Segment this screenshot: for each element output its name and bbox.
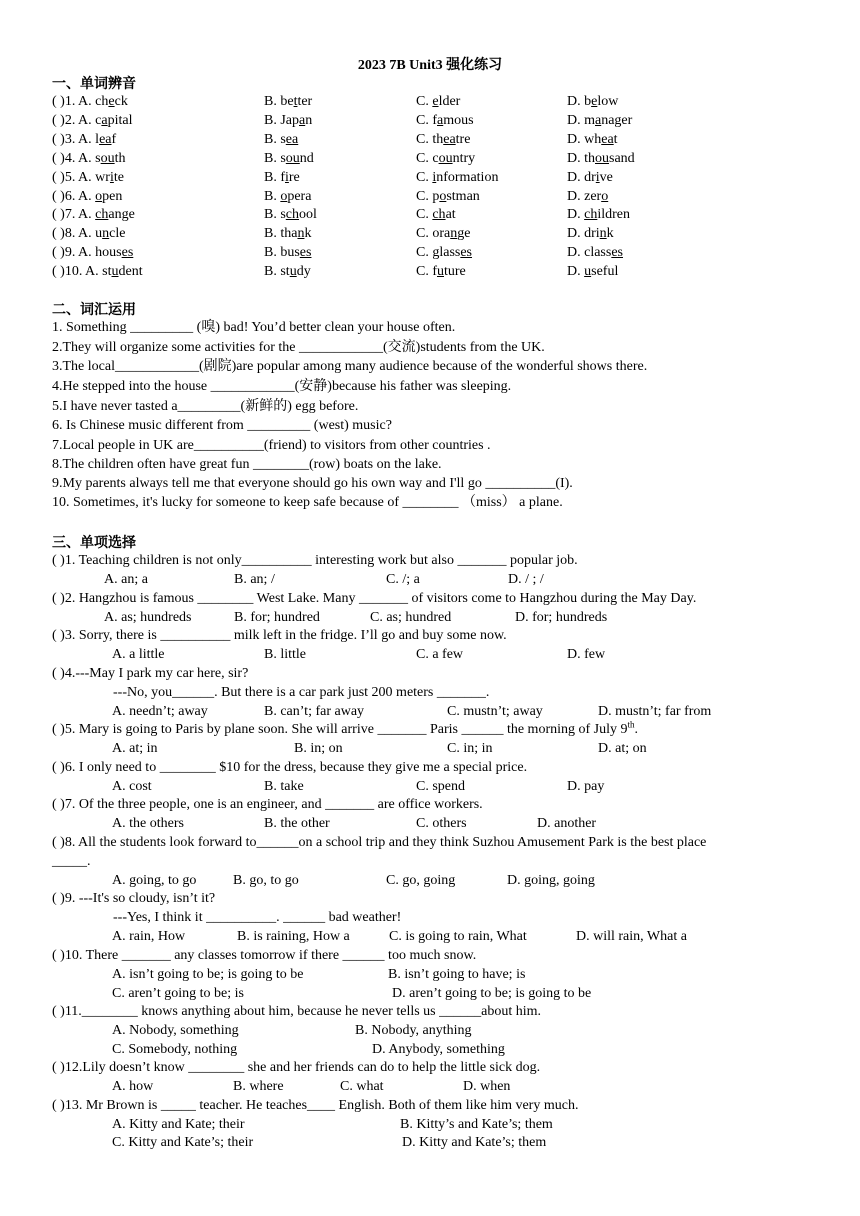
word-option: B. sound bbox=[264, 151, 314, 166]
vocab-question: 9.My parents always tell me that everyone should go his own way and I'll go __________(I). bbox=[52, 476, 573, 491]
word-option: C. elder bbox=[416, 94, 461, 109]
option: A. going, to go bbox=[112, 873, 197, 888]
option: B. for; hundred bbox=[234, 610, 320, 625]
option: B. can’t; far away bbox=[264, 704, 365, 719]
option: C. spend bbox=[416, 779, 465, 794]
option: B. Nobody, anything bbox=[355, 1023, 472, 1038]
option: A. needn’t; away bbox=[112, 704, 208, 719]
page-title: 2023 7B Unit3 强化练习 bbox=[357, 58, 503, 73]
word-option: D. drive bbox=[567, 170, 613, 185]
question-8-cont: _____. bbox=[52, 854, 91, 869]
option: D. will rain, What a bbox=[576, 929, 687, 944]
vocab-question: 8.The children often have great fun ________(row) boats on the lake. bbox=[52, 457, 442, 472]
question-6: ( )6. I only need to ________ $10 for the dress, because they give me a special price. bbox=[52, 760, 528, 775]
question-8: ( )8. All the students look forward to______on a school trip and they think Suzhou Amusement Park is the best place bbox=[52, 835, 707, 850]
word-option: ( )3. A. leaf bbox=[52, 132, 117, 147]
option: C. what bbox=[340, 1079, 384, 1094]
word-option: D. drink bbox=[567, 226, 614, 241]
option: A. Nobody, something bbox=[112, 1023, 239, 1038]
word-option: C. future bbox=[416, 264, 466, 279]
option: A. a little bbox=[112, 647, 165, 662]
option: D. aren’t going to be; is going to be bbox=[392, 986, 592, 1001]
option: C. in; in bbox=[447, 741, 493, 756]
word-option: ( )1. A. check bbox=[52, 94, 128, 109]
option: A. an; a bbox=[104, 572, 148, 587]
option: A. at; in bbox=[112, 741, 158, 756]
option: D. when bbox=[463, 1079, 511, 1094]
option: B. little bbox=[264, 647, 306, 662]
option: C. Kitty and Kate’s; their bbox=[112, 1135, 254, 1150]
word-option: C. information bbox=[416, 170, 499, 185]
vocab-question: 6. Is Chinese music different from _________ (west) music? bbox=[52, 418, 392, 433]
word-option: B. opera bbox=[264, 189, 312, 204]
option: A. the others bbox=[112, 816, 184, 831]
option: A. rain, How bbox=[112, 929, 186, 944]
option: B. in; on bbox=[294, 741, 343, 756]
word-option: B. sea bbox=[264, 132, 299, 147]
option: D. few bbox=[567, 647, 606, 662]
option: B. the other bbox=[264, 816, 330, 831]
word-option: ( )7. A. change bbox=[52, 207, 135, 222]
question-2: ( )2. Hangzhou is famous ________ West Lake. Many _______ of visitors come to Hangzhou during the May Day. bbox=[52, 591, 697, 606]
option: D. another bbox=[537, 816, 597, 831]
question-9: ( )9. ---It's so cloudy, isn’t it? bbox=[52, 891, 216, 906]
option: C. as; hundred bbox=[370, 610, 452, 625]
word-option: B. school bbox=[264, 207, 317, 222]
option: D. going, going bbox=[507, 873, 595, 888]
word-option: C. country bbox=[416, 151, 476, 166]
word-option: ( )8. A. uncle bbox=[52, 226, 126, 241]
option: D. Kitty and Kate’s; them bbox=[402, 1135, 547, 1150]
option: D. / ; / bbox=[508, 572, 544, 587]
word-option: C. famous bbox=[416, 113, 474, 128]
word-option: B. buses bbox=[264, 245, 312, 260]
question-12: ( )12.Lily doesn’t know ________ she and her friends can do to help the little sick dog. bbox=[52, 1060, 541, 1075]
word-option: B. fire bbox=[264, 170, 300, 185]
section2-heading: 二、词汇运用 bbox=[52, 302, 136, 318]
question-1: ( )1. Teaching children is not only__________ interesting work but also _______ popular job. bbox=[52, 553, 578, 568]
question-9-reply: ---Yes, I think it __________. ______ bad weather! bbox=[113, 910, 402, 925]
word-option: D. zero bbox=[567, 189, 609, 204]
word-option: C. orange bbox=[416, 226, 471, 241]
word-option: D. below bbox=[567, 94, 619, 109]
option: B. is raining, How a bbox=[237, 929, 350, 944]
word-option: ( )9. A. houses bbox=[52, 245, 134, 260]
vocab-question: 7.Local people in UK are__________(friend) to visitors from other countries . bbox=[52, 438, 491, 453]
option: B. where bbox=[233, 1079, 284, 1094]
word-option: C. chat bbox=[416, 207, 456, 222]
section1-heading: 一、单词辨音 bbox=[52, 76, 136, 92]
option: A. as; hundreds bbox=[104, 610, 192, 625]
option: A. Kitty and Kate; their bbox=[112, 1117, 245, 1132]
word-option: D. useful bbox=[567, 264, 619, 279]
option: C. /; a bbox=[386, 572, 420, 587]
option: D. mustn’t; far from bbox=[598, 704, 712, 719]
option: D. for; hundreds bbox=[515, 610, 608, 625]
vocab-question: 4.He stepped into the house ____________(安静)because his father was sleeping. bbox=[52, 379, 512, 394]
vocab-question: 10. Sometimes, it's lucky for someone to keep safe because of ________ （miss） a plane. bbox=[52, 495, 563, 510]
word-option: B. Japan bbox=[264, 113, 313, 128]
question-3: ( )3. Sorry, there is __________ milk left in the fridge. I’ll go and buy some now. bbox=[52, 628, 507, 643]
word-option: ( )2. A. capital bbox=[52, 113, 133, 128]
question-4: ( )4.---May I park my car here, sir? bbox=[52, 666, 249, 681]
question-11: ( )11.________ knows anything about him, because he never tells us ______about him. bbox=[52, 1004, 542, 1019]
word-option: D. wheat bbox=[567, 132, 618, 147]
option: B. go, to go bbox=[233, 873, 299, 888]
section3-heading: 三、单项选择 bbox=[52, 535, 136, 551]
option: B. an; / bbox=[234, 572, 275, 587]
option: D. pay bbox=[567, 779, 605, 794]
option: D. Anybody, something bbox=[372, 1042, 505, 1057]
word-option: ( )10. A. student bbox=[52, 264, 143, 279]
word-option: D. classes bbox=[567, 245, 623, 260]
question-4-reply: ---No, you______. But there is a car park just 200 meters _______. bbox=[113, 685, 490, 700]
word-option: ( )6. A. open bbox=[52, 189, 123, 204]
option: C. mustn’t; away bbox=[447, 704, 543, 719]
option: C. go, going bbox=[386, 873, 456, 888]
option: A. how bbox=[112, 1079, 154, 1094]
vocab-question: 2.They will organize some activities for the ____________(交流)students from the UK. bbox=[52, 340, 545, 355]
option: C. is going to rain, What bbox=[389, 929, 527, 944]
word-option: D. manager bbox=[567, 113, 633, 128]
vocab-question: 5.I have never tasted a_________(新鲜的) egg before. bbox=[52, 399, 359, 414]
word-option: B. better bbox=[264, 94, 313, 109]
word-option: ( )4. A. south bbox=[52, 151, 126, 166]
option: A. cost bbox=[112, 779, 152, 794]
question-5: ( )5. Mary is going to Paris by plane soon. She will arrive _______ Paris ______ the morning of July 9th. bbox=[52, 719, 639, 737]
word-option: C. glasses bbox=[416, 245, 473, 260]
option: C. others bbox=[416, 816, 467, 831]
question-7: ( )7. Of the three people, one is an engineer, and _______ are office workers. bbox=[52, 797, 483, 812]
word-option: B. study bbox=[264, 264, 311, 279]
word-option: C. postman bbox=[416, 189, 480, 204]
question-10: ( )10. There _______ any classes tomorrow if there ______ too much snow. bbox=[52, 948, 477, 963]
vocab-question: 1. Something _________ (嗅) bad! You’d better clean your house often. bbox=[52, 320, 456, 335]
word-option: D. thousand bbox=[567, 151, 635, 166]
option: B. take bbox=[264, 779, 304, 794]
question-13: ( )13. Mr Brown is _____ teacher. He teaches____ English. Both of them like him very much. bbox=[52, 1098, 579, 1113]
word-option: D. children bbox=[567, 207, 630, 222]
word-option: ( )5. A. write bbox=[52, 170, 124, 185]
option: C. aren’t going to be; is bbox=[112, 986, 244, 1001]
option: B. isn’t going to have; is bbox=[388, 967, 526, 982]
option: A. isn’t going to be; is going to be bbox=[112, 967, 304, 982]
option: C. a few bbox=[416, 647, 464, 662]
word-option: B. thank bbox=[264, 226, 312, 241]
option: D. at; on bbox=[598, 741, 647, 756]
option: C. Somebody, nothing bbox=[112, 1042, 238, 1057]
option: B. Kitty’s and Kate’s; them bbox=[400, 1117, 553, 1132]
word-option: C. theatre bbox=[416, 132, 471, 147]
vocab-question: 3.The local____________(剧院)are popular among many audience because of the wonderful shows there. bbox=[52, 359, 648, 374]
